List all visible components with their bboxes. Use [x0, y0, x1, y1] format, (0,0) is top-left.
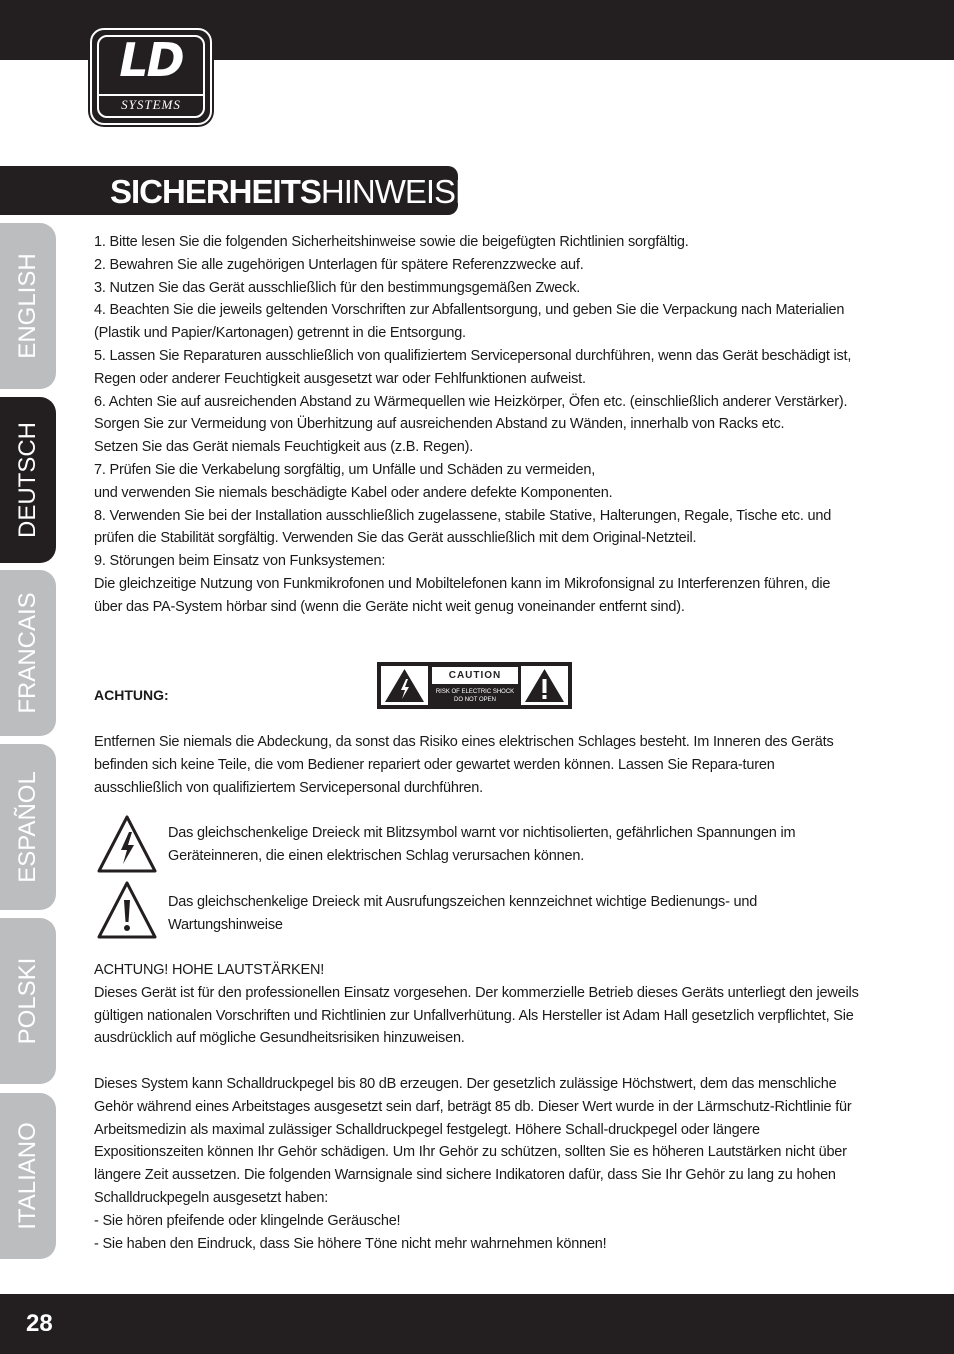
tab-polski[interactable]	[0, 918, 56, 1084]
volume-warning-title: ACHTUNG! HOHE LAUTSTÄRKEN!	[94, 962, 325, 978]
exclamation-warning-icon	[96, 880, 158, 940]
volume-warning-para2: Dieses System kann Schalldruckpegel bis 80 dB erzeugen. Der gesetzlich zulässige Höchstwert, dem das menschliche Gehör während eines Arbeitstages ausgesetzt sein darf, beträgt 85 db. Dieser Wert wurde in der Lärmschutz-Richtlinie für Arbeitsmedizin als maximal zulässiger Schalldruckpegel festgelegt. Höhere Schall-druckpegel oder längere Expositionszeiten können Ihr Gehör schädigen. Um Ihr Gehör zu schützen, sollten Sie es höheren Lautstärken nicht über längere Zeit aussetzen. Die folgenden Warnsignale sind sichere Indikatoren dafür, dass Sie Ihr Gehör zu lang zu hohen Schalldruckpegeln ausgesetzt haben:	[94, 1075, 852, 1206]
tab-label: ESPAÑOL	[14, 771, 41, 883]
tab-label: POLSKI	[14, 957, 41, 1045]
instruction-item: 9. Störungen beim Einsatz von Funksystemen:	[94, 553, 386, 570]
volume-warning-bullet: - Sie haben den Eindruck, dass Sie höhere Töne nicht mehr wahrnehmen können!	[94, 1235, 607, 1252]
instruction-item: 5. Lassen Sie Reparaturen ausschließlich von qualifiziertem Servicepersonal durchführen, wenn das Gerät beschädigt ist, Regen oder anderer Feuchtigkeit ausgesetzt war oder Fehlfunktionen aufweist.	[94, 347, 852, 387]
bottom-bar	[0, 1294, 954, 1354]
instruction-item: 2. Bewahren Sie alle zugehörigen Unterlagen für spätere Referenzzwecke auf.	[94, 256, 584, 273]
caution-title: CAUTION	[432, 667, 518, 684]
instruction-item: Die gleichzeitige Nutzung von Funkmikrofonen und Mobiltelefonen kann im Mikrofonsignal zu Interferenzen führen, die über das PA-System hörbar sind (wenn die Geräte nicht weit genug voneinander entfernt sind).	[94, 575, 831, 615]
instruction-item: 6. Achten Sie auf ausreichenden Abstand zu Wärmequellen wie Heizkörper, Öfen etc. (einschließlich anderer Verstärker). Sorgen Sie zur Vermeidung von Überhitzung auf ausreichenden Abstand zu Wänden, innerhalb von Racks etc.	[94, 393, 848, 433]
instruction-item: 3. Nutzen Sie das Gerät ausschließlich für den bestimmungsgemäßen Zweck.	[94, 279, 581, 296]
caution-line-2: DO NOT OPEN	[454, 697, 496, 703]
tab-label: ITALIANO	[14, 1122, 41, 1230]
caution-subtext	[430, 688, 520, 704]
tab-italiano[interactable]	[0, 1093, 56, 1259]
instruction-item: 7. Prüfen Sie die Verkabelung sorgfältig, um Unfälle und Schäden zu vermeiden,	[94, 461, 596, 478]
title-light: HINWEISE:	[320, 173, 485, 210]
title-bold: SICHERHEITS	[110, 173, 321, 210]
ld-systems-logo	[90, 28, 212, 125]
instruction-item: 8. Verwenden Sie bei der Installation ausschließlich zugelassene, stabile Stative, Halterungen, Regale, Tische etc. und prüfen die Stabilität sorgfältig. Verwenden Sie das Gerät ausschließlich mit dem Original-Netzteil.	[94, 507, 832, 547]
lightning-symbol-text: Das gleichschenkelige Dreieck mit Blitzsymbol warnt vor nichtisolierten, gefährlichen Spannungen im Geräteinneren, die einen elektrischen Schlag verursachen können.	[168, 825, 796, 864]
instruction-item: und verwenden Sie niemals beschädigte Kabel oder andere defekte Komponenten.	[94, 484, 613, 501]
tab-deutsch[interactable]	[0, 397, 56, 563]
instruction-item: Setzen Sie das Gerät niemals Feuchtigkeit aus (z.B. Regen).	[94, 439, 474, 456]
volume-warning	[94, 959, 859, 1255]
instruction-item: 1. Bitte lesen Sie die folgenden Sicherheitshinweise sowie die beigefügten Richtlinien sorgfältig.	[94, 234, 689, 250]
logo-ld-text: LD	[119, 33, 183, 87]
tab-espanol[interactable]	[0, 744, 56, 910]
instruction-item: 4. Beachten Sie die jeweils geltenden Vorschriften zur Abfallentsorgung, und geben Sie die Verpackung nach Materialien (Plastik und Papier/Kartonagen) getrennt in die Entsorgung.	[94, 302, 845, 342]
cover-warning-text: Entfernen Sie niemals die Abdeckung, da sonst das Risiko eines elektrischen Schlages besteht. Im Inneren des Geräts befinden sich keine Teile, die vom Bediener repariert oder gewartet werden können. Lassen Sie Repara-turen ausschließlich von qualifiziertem Servicepersonal durchführen.	[94, 734, 834, 796]
page-number: 28	[26, 1310, 53, 1337]
tab-english[interactable]	[0, 223, 56, 389]
achtung-label: ACHTUNG:	[94, 687, 169, 703]
caution-label	[377, 662, 572, 709]
volume-warning-para1: Dieses Gerät ist für den professionellen Einsatz vorgesehen. Der kommerzielle Betrieb dieses Geräts unterliegt den jeweils gültigen nationalen Vorschriften und Richtlinien zur Unfallverhütung. Als Hersteller ist Adam Hall gesetzlich verpflichtet, Sie ausdrücklich auf mögliche Gesundheitsrisiken hinzuweisen.	[94, 984, 859, 1047]
caution-line-1: RISK OF ELECTRIC SHOCK	[435, 689, 515, 695]
page-title	[0, 166, 485, 215]
exclamation-icon	[521, 666, 568, 705]
tab-francais[interactable]	[0, 570, 56, 736]
lightning-icon	[381, 666, 428, 705]
safety-instructions	[94, 231, 859, 619]
tab-label: DEUTSCH	[14, 421, 41, 539]
tab-label: ENGLISH	[14, 253, 41, 359]
logo-systems-text: SYSTEMS	[98, 94, 204, 113]
exclamation-symbol-text: Das gleichschenkelige Dreieck mit Ausrufungszeichen kennzeichnet wichtige Bedienungs- und Wartungshinweise	[168, 894, 758, 933]
lightning-warning-icon	[96, 814, 158, 874]
tab-label: FRANCAIS	[14, 592, 41, 714]
cover-warning	[94, 731, 859, 799]
spacer	[94, 1050, 859, 1073]
volume-warning-bullet: - Sie hören pfeifende oder klingelnde Geräusche!	[94, 1212, 401, 1229]
